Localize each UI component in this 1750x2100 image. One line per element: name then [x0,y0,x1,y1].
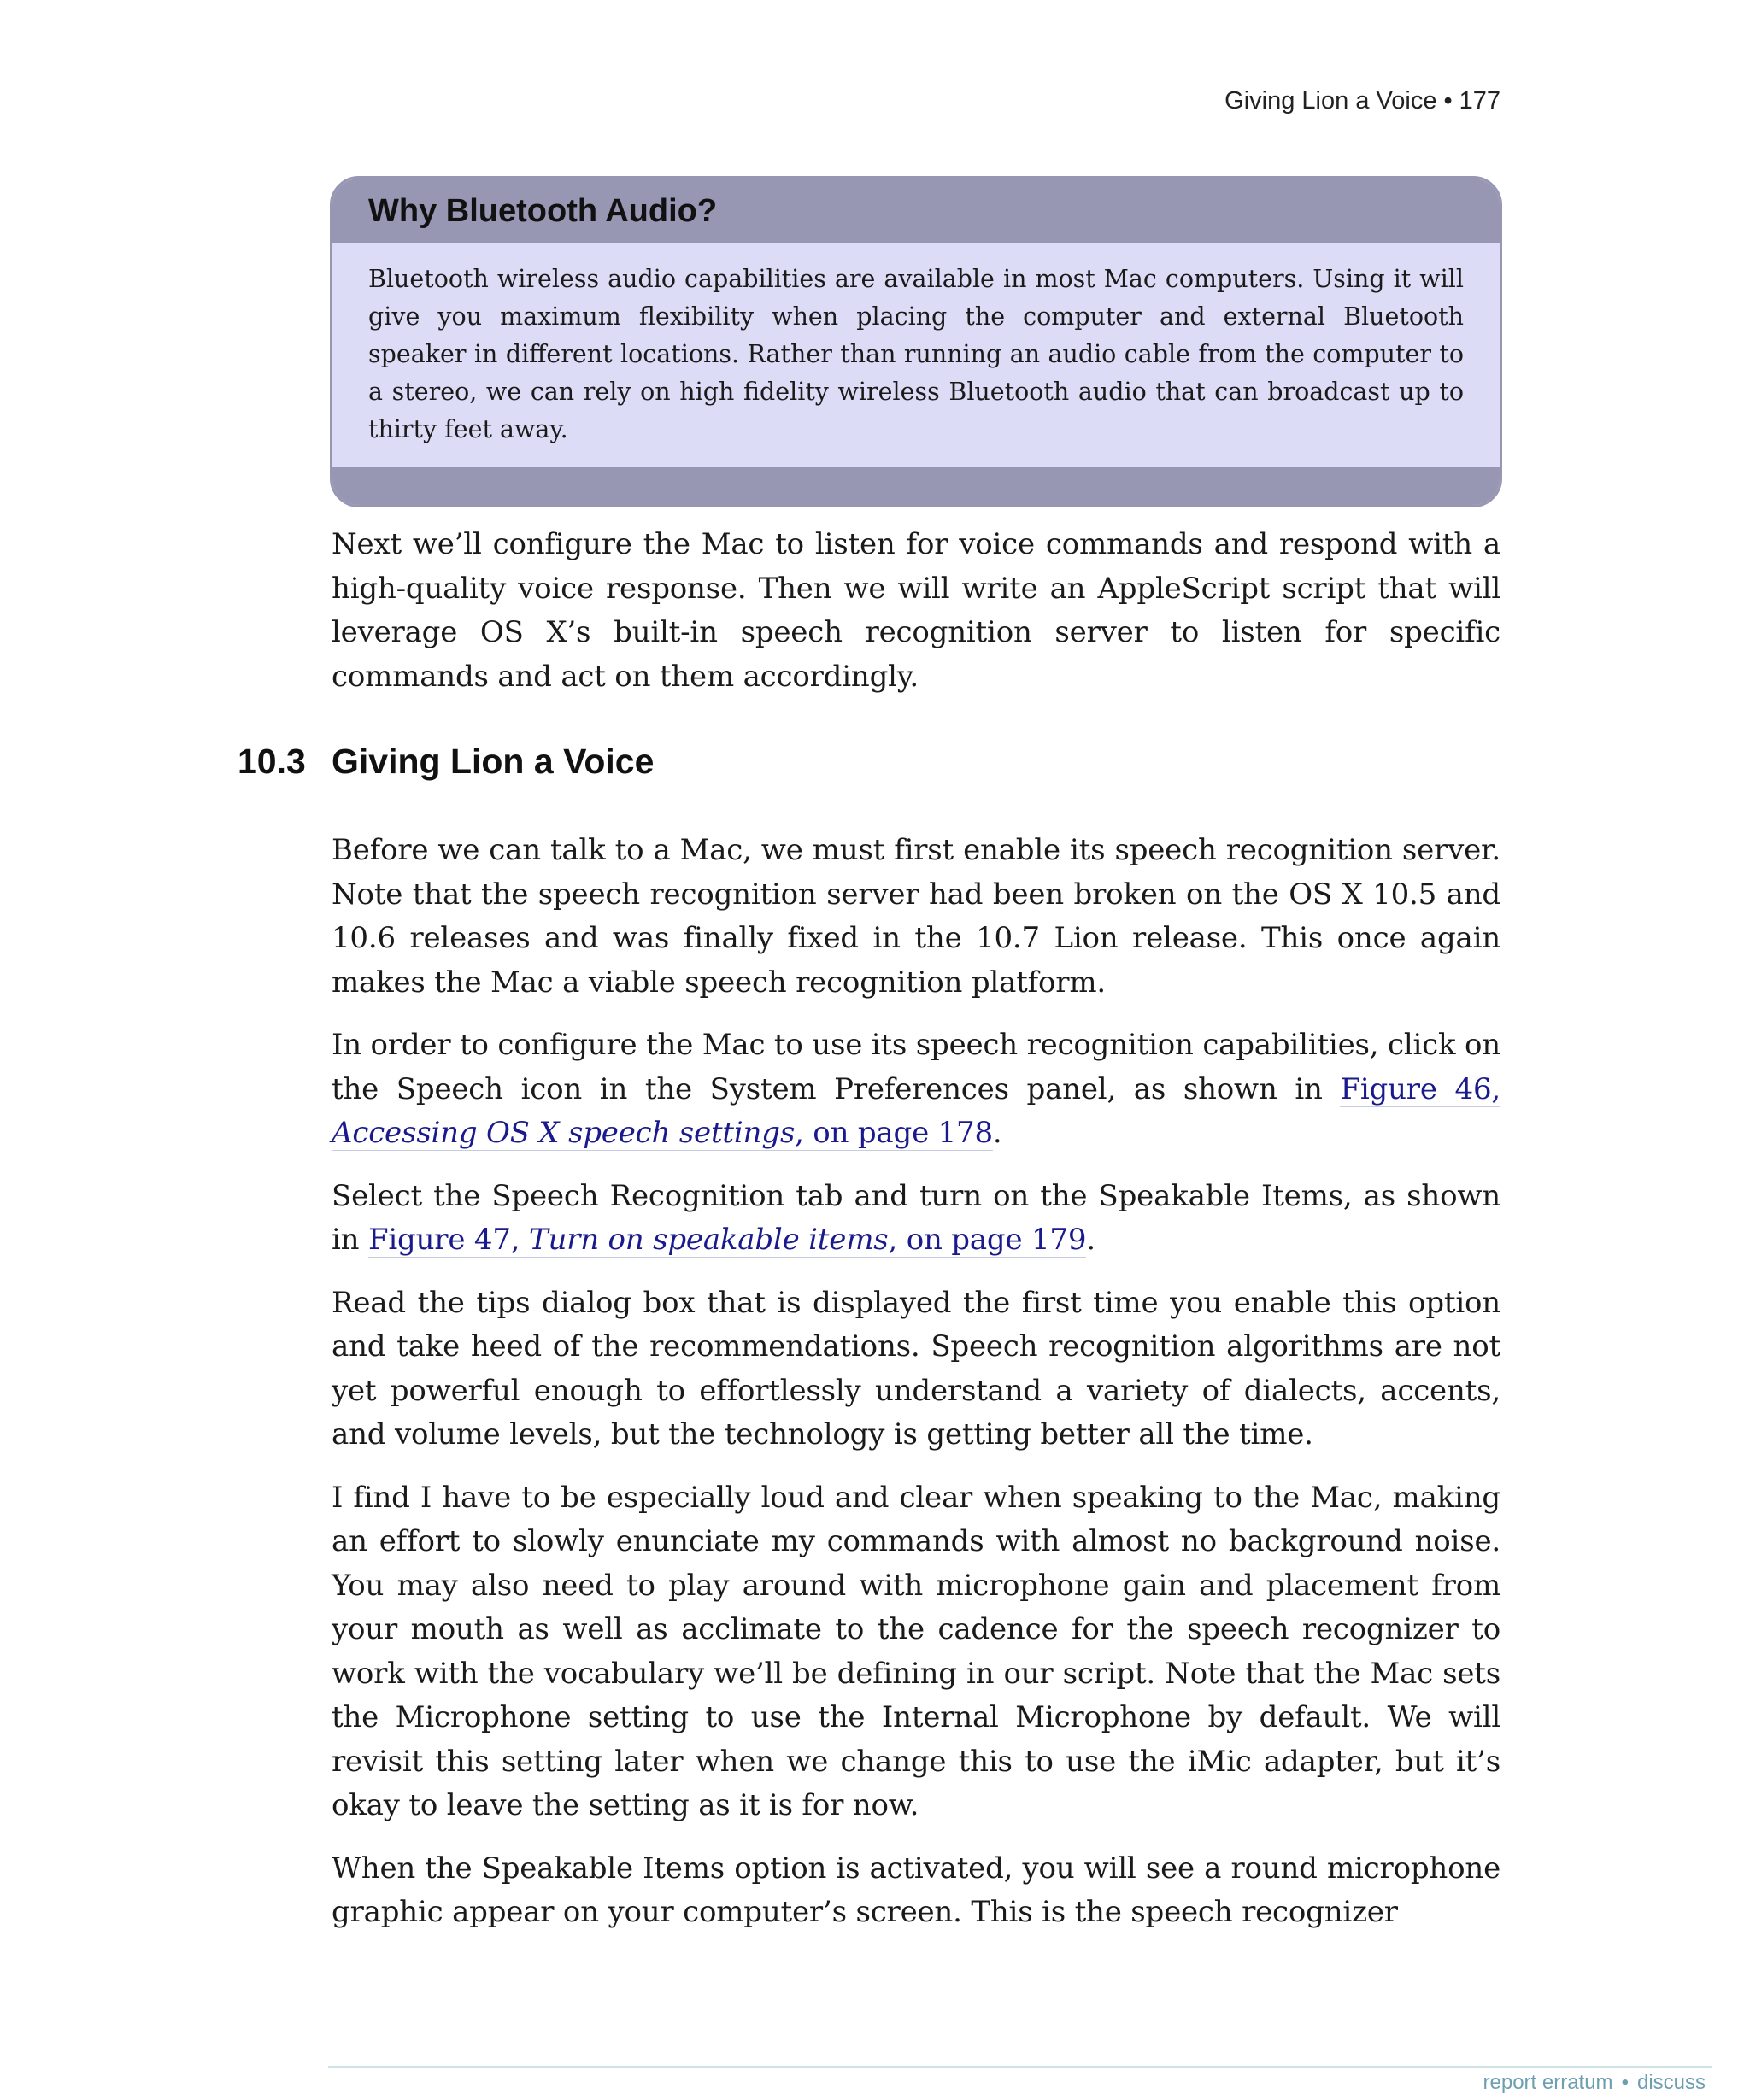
intro-paragraph: Next we’ll configure the Mac to listen for voice commands and respond with a high-quality voice response. Then we will write an AppleScript script that will leverage OS X’s built-in speech recognition server to listen for specific commands and act on them accordingly. [332,527,1500,694]
figure-47-title: Turn on speakable items [528,1223,889,1257]
report-erratum-link[interactable]: report erratum [1483,2071,1613,2094]
sidebar-title: Why Bluetooth Audio? [332,179,1500,243]
paragraph-1: Before we can talk to a Mac, we must first enable its speech recognition server. Note that the speech recognition server had been broken on the OS X 10.5 and 10.6 releases and was finally fixed in the 10.7 Lion release. This once again makes the Mac a viable speech recognition platform. [332,833,1500,1000]
sidebar-footer-band [332,467,1500,505]
paragraph-4: Read the tips dialog box that is displayed the first time you enable this option and take heed of the recommendations. Speech recognition algorithms are not yet powerful enough to effortlessly understand a variety of dialects, accents, and volume levels, but the technology is getting better all the time. [332,1285,1500,1452]
running-title: Giving Lion a Voice [1224,87,1437,114]
sidebar-body: Bluetooth wireless audio capabilities are available in most Mac computers. Using it will give you maximum flexibility when placing the computer and external Bluetooth speaker in different locations. Rather than running an audio cable from the computer to a stereo, we can rely on high fidelity wireless Bluetooth audio that can broadcast up to thirty feet away. [368,265,1464,443]
paragraph-2-end: . [992,1116,1002,1150]
paragraph-2 [332,1024,1500,1156]
figure-46-page: , on page 178 [795,1116,993,1150]
figure-47-page: , on page 179 [888,1223,1087,1257]
paragraph-5: I find I have to be especially loud and clear when speaking to the Mac, making an effort to slowly enunciate my commands with almost no background noise. You may also need to play around with microphone gain and placement from your mouth as well as acclimate to the cadence for the speech recognizer to work with the vocabulary we’ll be defining in our script. Note that the Mac sets the Microphone setting to use the Internal Microphone by default. We will revisit this setting later when we change this to use the iMic adapter, but it’s okay to leave the setting as it is for now. [332,1480,1500,1822]
paragraph-2-text: In order to configure the Mac to use its speech recognition capabilities, click on the Speech icon in the System Preferences panel, as shown in [332,1028,1500,1106]
section-heading [238,742,654,782]
discuss-link[interactable]: discuss [1636,2071,1706,2094]
paragraph-6: When the Speakable Items option is activated, you will see a round microphone graphic appear on your computer’s screen. This is the speech recognizer [332,1851,1500,1929]
section-title: Giving Lion a Voice [332,742,655,781]
figure-47-link[interactable] [368,1223,1086,1258]
section-number: 10.3 [238,742,306,781]
page-number: 177 [1459,87,1500,114]
paragraph-3-end: . [1086,1223,1095,1257]
intro-block [332,523,1500,718]
paragraph-3 [332,1175,1500,1263]
footer-links [1483,2071,1706,2095]
footer-separator: • [1621,2071,1629,2094]
paragraph-3-text: Select the Speech Recognition tab and turn on the Speakable Items, as shown in [332,1178,1500,1257]
section-body [332,829,1500,1954]
sidebar-box [330,176,1502,507]
figure-46-title: Accessing OS X speech settings [332,1116,796,1150]
figure-46-prefix: Figure 46, [1340,1071,1500,1106]
figure-47-prefix: Figure 47, [367,1223,529,1257]
header-bullet: • [1443,87,1453,114]
footer-rule [328,2066,1712,2068]
running-head [1224,87,1500,115]
